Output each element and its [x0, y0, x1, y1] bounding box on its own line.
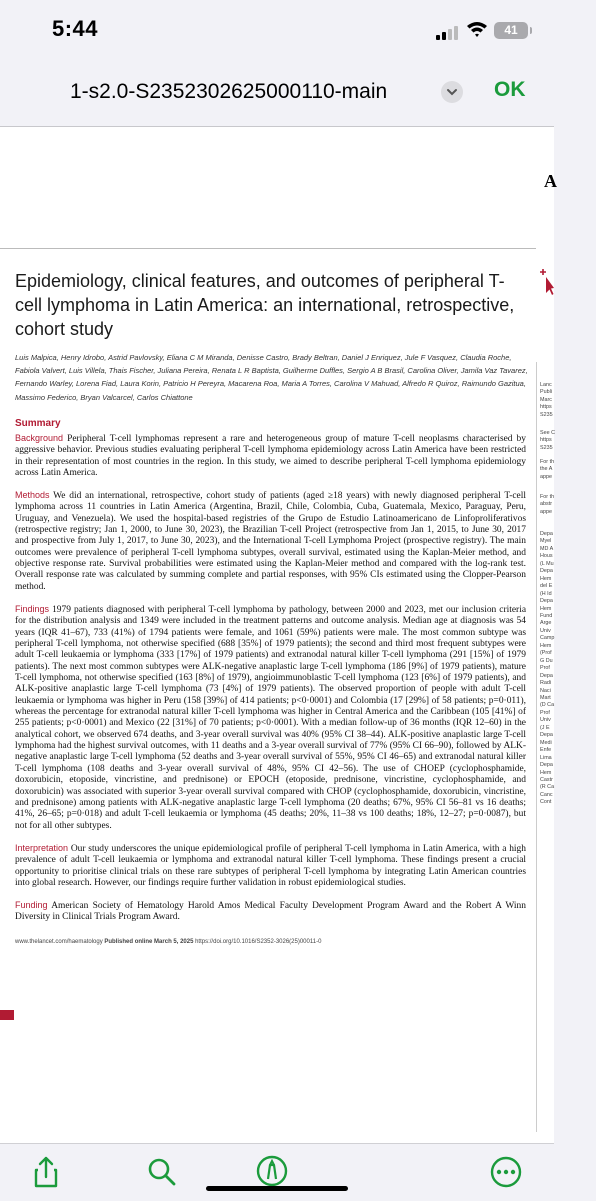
margin-text: G Du	[540, 657, 553, 664]
margin-block-3	[540, 459, 590, 481]
findings-label: Findings	[15, 604, 50, 614]
interpretation-text: Our study underscores the unique epidemiological profile of peripheral T-cell lymphoma in Latin America, with a high prevalence of adult T-cell leukaemia or lymphoma and extranodal natural killer T-cell lymphoma. These findings present a crucial opportunity to prioritise clinical trials on these rare subtypes of peripheral T-cell lymphoma by integrating Latin American countries into global research. However, our findings require further validation in robust epidemiological studies.	[15, 844, 526, 889]
margin-block-5	[540, 531, 590, 807]
margin-text: (H Id	[540, 590, 552, 597]
cellular-signal-icon	[436, 26, 458, 40]
margin-block-2	[540, 430, 590, 452]
status-bar	[0, 0, 554, 58]
margin-divider	[536, 362, 537, 1132]
more-icon[interactable]	[488, 1154, 524, 1190]
margin-text: Depa	[540, 732, 553, 739]
margin-text: Medi	[540, 739, 552, 746]
home-indicator[interactable]	[206, 1186, 348, 1191]
findings-text: 1979 patients diagnosed with peripheral T-cell lymphoma by pathology, between 2000 and 2023, met our inclusion criteria for the distribution analysis and 1349 were included in the treatment patterns and outcome analysis. Median age at diagnosis was 54 years (IQR 41–67), 733 (41%) of 1794 patients were female, and 1061 (59%) patients were male. The most common subtype was peripheral T-cell lymphoma, not otherwise specified (688 [35%] of 1979 patients); the second and third most frequent subtypes were adult T-cell leukaemia or lymphoma (333 [17%] of 1979 patients) and extranodal natural killer T-cell lymphoma (291 [15%] of 1979 patients). The next most common subtypes were ALK-negative anaplastic large T-cell lymphoma (186 [9%] of 1979 patients), mature T-cell lymphoma, not otherwise specified (163 [8%] of 1979), angioimmunoblastic T-cell lymphoma (123 [6%] of 1979 patients), and ALK-positive anaplastic large T-cell lymphoma (73 [4%] of 1979 patients). The observed proportion of people with adult T-cell leukaemia or lymphoma was higher in Peru (158 [39%] of 414 patients; p<0·0001) and Colombia (17 [29%] of 58 patients; p=0·011), whereas the percentage for extranodal natural killer T-cell lymphoma was higher in Central America and the Caribbean (105 [41%] of 255 patients; p<0·0001) and Mexico (22 [31%] of 70 patients; p<0·0001). With a median follow-up of 36 months (IQR 12–60) in the analytical cohort, we observed 674 deaths, and 3-year overall survival was 40% (95% CI 38–44). ALK-positive anaplastic large T-cell lymphoma had the highest survival outcomes, with 11 deaths and a 3-year overall survival of 77% (95% CI 66–90), followed by ALK-negative anaplastic large T-cell lymphoma (52 deaths and 3-year overall survival of 55%, 95% CI 46–65) and extranodal natural killer T-cell lymphoma (108 deaths and 3-year overall survival of 48%, 95% CI 42–56). The use of CHOEP (cyclophosphamide, doxorubicin, etoposide, vincristine, and prednisone) or EPOCH (etoposide, prednisone, vincristine, cyclophosphamide, and doxorubicin) was associated with superior 3-year overall survival compared with CHOP (cyclophosphamide, doxorubicin, vincristine, and prednisone) among patients with ALK-negative anaplastic large T-cell lymphoma (20 deaths; 67%, 95% CI 56–81 vs 16 deaths; 41%, 26–65; p=0·018) and adult T-cell leukaemia or lymphoma (45 deaths; 20%, 11–38 vs 100 deaths; 18%, 12–27; p=0·0087), but not for all other subtypes.	[15, 605, 527, 831]
margin-text: S235	[540, 411, 553, 418]
margin-text: Depa	[540, 598, 553, 605]
margin-block-1	[540, 382, 590, 419]
margin-text: abstr	[540, 501, 552, 508]
methods-paragraph	[15, 490, 526, 593]
margin-text: Publi	[540, 389, 552, 396]
background-paragraph	[15, 433, 526, 479]
margin-text: Myel	[540, 538, 552, 545]
interpretation-paragraph	[15, 843, 526, 889]
margin-text: the A	[540, 466, 553, 473]
bottom-toolbar	[0, 1143, 554, 1201]
author-list: Luis Malpica, Henry Idrobo, Astrid Pavlovsky, Eliana C M Miranda, Denisse Castro, Brady Beltran, Daniel J Enriquez, Jule F Vasquez, Claudia Roche, Fabiola Valvert, Luis Villela, Thais Fischer, Juliana Pereira, Renata L R Baptista, Guilherme Duffles, Sergio A B Brasil, Carolina Oliver, Jamila Vaz Tavarez, Fernando Warley, Lorena Fiad, Laura Korin, Patricio H Pereyra, Macarena Roa, Maria A Torres, Carolina V Mahuad, Alfredo R Quiroz, Raimundo Gazitua, Massimo Federico, Bryan Valcarcel, Carlos Chiattone	[15, 353, 528, 402]
interpretation-label: Interpretation	[15, 843, 69, 853]
methods-label: Methods	[15, 490, 50, 500]
margin-text: (D Ca	[540, 702, 555, 709]
margin-text: Lanc	[540, 382, 552, 388]
margin-text: Depa	[540, 762, 553, 769]
title-menu-button[interactable]	[441, 81, 463, 103]
margin-text: (Prof	[540, 650, 552, 657]
page-footer	[15, 939, 321, 945]
background-label: Background	[15, 433, 64, 443]
margin-text: See C	[540, 430, 555, 436]
funding-paragraph	[15, 900, 526, 924]
margin-text: S235	[540, 444, 553, 451]
margin-text: Marc	[540, 396, 552, 403]
margin-text: Naci	[540, 687, 551, 694]
margin-text: appe	[540, 473, 552, 480]
margin-text: For th	[540, 494, 555, 500]
margin-text: Radi	[540, 680, 552, 687]
margin-text: Hem	[540, 575, 552, 582]
margin-text: Depa	[540, 672, 553, 679]
margin-text: (J E	[540, 724, 550, 731]
margin-text: Canc	[540, 791, 553, 798]
margin-text: Univ	[540, 627, 551, 634]
margin-text: Hem	[540, 769, 552, 776]
margin-text: https	[540, 404, 552, 411]
published-date: Published online March 5, 2025	[104, 939, 194, 945]
chevron-down-icon	[441, 81, 463, 103]
cursor-icon	[540, 267, 554, 297]
margin-block-4	[540, 494, 590, 516]
margin-text: Hem	[540, 642, 552, 649]
share-icon[interactable]	[28, 1154, 64, 1190]
search-icon[interactable]	[144, 1154, 180, 1190]
wifi-icon	[466, 20, 488, 38]
margin-text: Mart	[540, 694, 551, 701]
margin-text: (R Ca	[540, 784, 555, 791]
margin-text: (L Mu	[540, 560, 554, 567]
margin-text: Arge	[540, 620, 552, 627]
battery-icon: 41	[494, 22, 528, 39]
margin-text: Prof	[540, 709, 550, 716]
margin-letter: A	[544, 171, 557, 191]
margin-text: del E	[540, 583, 553, 590]
margin-text: Castr	[540, 776, 553, 783]
margin-text: Depa	[540, 568, 553, 575]
page-edge-marker	[0, 1010, 14, 1020]
funding-label: Funding	[15, 900, 48, 910]
journal-url: www.thelancet.com/haematology	[15, 939, 103, 945]
doi-link[interactable]: https://doi.org/10.1016/S2352-3026(25)00011-0	[195, 939, 322, 945]
margin-text: Camp	[540, 635, 555, 642]
background-text: Peripheral T-cell lymphomas represent a rare and heterogeneous group of mature T-cell neoplasms characterised by aggressive behavior. Previous studies evaluating peripheral T-cell lymphoma epidemiology across Latin America have been restricted in their representation of most countries in the region. In this study, we aimed to describe peripheral T-cell lymphoma epidemiology across Latin America.	[15, 434, 526, 479]
funding-text: American Society of Hematology Harold Amos Medical Faculty Development Program Award and the Robert A Winn Diversity in Clinical Trials Program Award.	[15, 901, 526, 923]
findings-paragraph	[15, 604, 526, 832]
margin-text: MD A	[540, 545, 554, 552]
margin-text: Cont	[540, 799, 552, 806]
article-title: Epidemiology, clinical features, and outcomes of peripheral T-cell lymphoma in Latin America: an international, retrospective, cohort study	[15, 271, 515, 339]
divider	[0, 248, 536, 249]
margin-text: Prof	[540, 665, 550, 672]
margin-text: https	[540, 437, 552, 444]
margin-text: Fund	[540, 612, 553, 619]
clock-time: 5:44	[52, 16, 99, 41]
ok-button[interactable]: OK	[494, 78, 526, 101]
document-title[interactable]: 1-s2.0-S2352302625000110-main	[70, 80, 388, 103]
navigation-bar	[0, 58, 554, 127]
margin-text: For th	[540, 459, 555, 465]
margin-text: Lima	[540, 754, 552, 761]
methods-text: We did an international, retrospective, cohort study of patients (aged ≥18 years) with newly diagnosed peripheral T-cell lymphoma across 11 countries in Latin America (Argentina, Brazil, Chile, Colombia, Cuba, Guatemala, Mexico, Paraguay, Peru, Uruguay, and Venezuela). We used the hospital-based registries of the Grupo de Estudio Latinoamericano de Linfoproliferativos (retrospective registry; Jan 1, 2000, to June 30, 2023), the Brazilian T-cell Project (retrospective from Jan 1, 2015, to June 30, 2017 and prospective from July 1, 2017, to June 30, 2023), and the International T-cell Lymphoma Project (prospective registry). The main outcomes were prevalence of peripheral T-cell lymphoma subtypes, overall survival, estimated using the Kaplan-Meier method, and objective response rate. Survival probabilities were estimated using the Kaplan-Meier method and compared with the log-rank test. Overall response rate was calculated by summing complete and partial responses, with 95% CIs estimated using the Clopper-Pearson method.	[15, 491, 526, 592]
margin-text: Depa	[540, 531, 553, 537]
summary-heading: Summary	[15, 418, 61, 429]
margin-text: appe	[540, 508, 552, 515]
margin-text: Enfe	[540, 747, 552, 754]
markup-icon[interactable]	[254, 1153, 290, 1189]
margin-text: Hem	[540, 605, 552, 612]
document-page	[0, 127, 557, 1143]
margin-text: Univ	[540, 717, 551, 724]
margin-text: Hous	[540, 553, 553, 560]
